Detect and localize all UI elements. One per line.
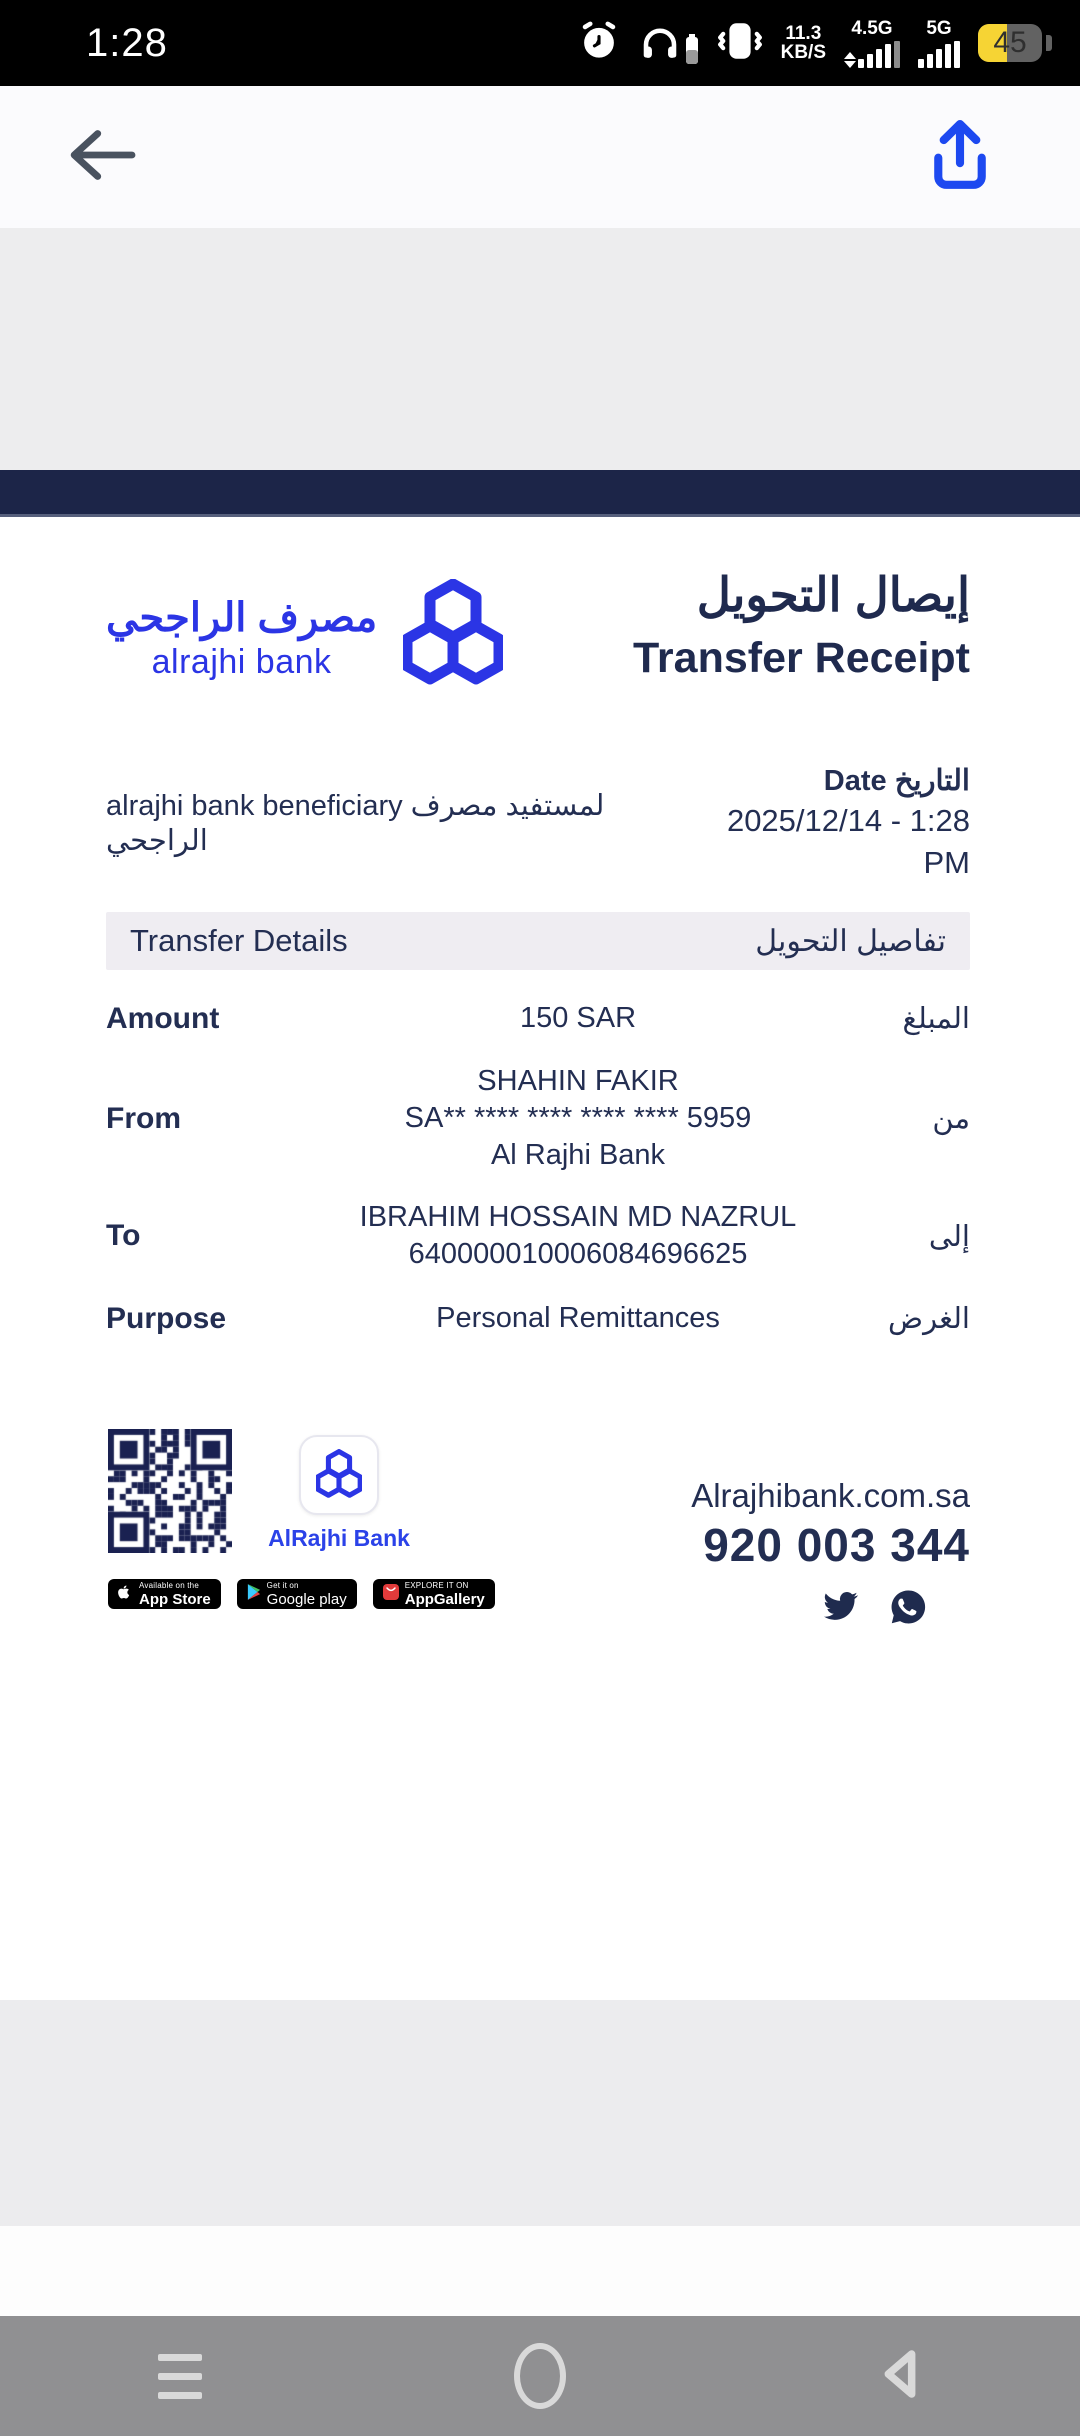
section-title-arabic: تفاصيل التحويل <box>755 924 946 958</box>
store-badges <box>108 1579 495 1609</box>
next-page-edge <box>0 2226 1080 2316</box>
headset-icon <box>638 22 699 64</box>
page-separator-gap <box>0 2000 1080 2226</box>
google-play-badge: Get it on Google play <box>237 1579 357 1609</box>
app-toolbar <box>0 86 1080 230</box>
alrajhi-app-icon <box>299 1435 379 1515</box>
share-upload-icon <box>927 117 993 198</box>
qr-code <box>108 1429 232 1553</box>
sender-bank: Al Rajhi Bank <box>490 1139 666 1171</box>
twitter-icon <box>822 1589 860 1630</box>
amount-row <box>106 970 970 1053</box>
status-icons <box>578 19 1052 68</box>
battery-icon: 45 <box>978 24 1042 62</box>
purpose-value: Personal Remittances <box>436 1302 720 1334</box>
to-label-arabic: إلى <box>928 1220 970 1253</box>
date-value: 2025/12/14 - 1:28 PM <box>726 803 970 880</box>
section-title-english: Transfer Details <box>130 923 348 958</box>
signal-sim1: 4.5G <box>844 19 900 68</box>
whatsapp-icon <box>890 1589 926 1630</box>
vibrate-icon <box>717 19 763 68</box>
receipt-title-arabic: إيصال التحويل <box>696 568 970 621</box>
purpose-label-arabic: الغرض <box>888 1303 970 1335</box>
app-icon-block <box>268 1435 410 1552</box>
sender-name: SHAHIN FAKIR <box>477 1065 679 1097</box>
back-button[interactable] <box>62 117 142 197</box>
from-label-arabic: من <box>932 1103 970 1135</box>
amount-value: 150 SAR <box>519 1002 637 1034</box>
back-arrow-icon <box>65 125 139 190</box>
to-value <box>356 1199 800 1273</box>
appgallery-badge: EXPLORE IT ON AppGallery <box>373 1579 495 1609</box>
bank-name-latin: alrajhi bank <box>151 642 332 681</box>
amount-label: Amount <box>106 1001 220 1035</box>
amount-label-arabic: المبلغ <box>902 1003 970 1035</box>
appgallery-icon <box>383 1584 399 1605</box>
app-store-badge: Available on the App Store <box>108 1579 221 1609</box>
bank-website: Alrajhibank.com.sa <box>691 1477 970 1514</box>
social-icons <box>691 1589 970 1630</box>
app-icon-label: AlRajhi Bank <box>268 1525 410 1551</box>
battery-nub <box>1046 35 1052 51</box>
alrajhi-palm-emblem-icon <box>403 579 503 696</box>
google-play-icon <box>247 1584 261 1605</box>
nav-back-button[interactable] <box>880 2348 920 2405</box>
purpose-row <box>106 1286 970 1350</box>
document-background-gap <box>0 228 1080 470</box>
share-button[interactable] <box>920 117 1000 197</box>
date-label: Date التاريخ <box>823 765 970 797</box>
alarm-icon <box>578 20 620 67</box>
transfer-details-header <box>106 912 970 970</box>
alrajhi-logo <box>106 579 503 696</box>
date-row <box>106 762 970 884</box>
to-row <box>106 1187 970 1286</box>
receipt-header <box>106 565 970 696</box>
sender-iban-masked: SA** **** **** **** **** 5959 <box>404 1102 752 1134</box>
clock-time: 1:28 <box>86 20 168 65</box>
apple-icon <box>118 1583 133 1606</box>
receipt-title-english: Transfer Receipt <box>633 634 970 682</box>
recipient-name: IBRAHIM HOSSAIN MD NAZRUL <box>359 1201 797 1233</box>
bank-name-arabic: مصرف الراجحي <box>106 595 378 640</box>
from-value <box>356 1063 800 1174</box>
from-row <box>106 1053 970 1187</box>
to-label: To <box>106 1219 141 1252</box>
network-speed: 11.3 KB/S <box>780 23 826 63</box>
home-button[interactable] <box>514 2343 566 2409</box>
recent-apps-button[interactable] <box>158 2354 202 2399</box>
signal-sim2: 5G <box>918 19 960 68</box>
android-navigation-bar <box>0 2316 1080 2436</box>
bank-phone-number: 920 003 344 <box>703 1519 970 1571</box>
beneficiary-note: alrajhi bank beneficiary لمستفيد مصرف الراجحي <box>106 790 605 857</box>
contact-block <box>691 1475 970 1630</box>
from-label: From <box>106 1101 181 1135</box>
transfer-receipt-page <box>0 517 1080 2000</box>
purpose-label: Purpose <box>106 1301 227 1335</box>
receipt-top-band <box>0 470 1080 517</box>
recipient-account-number: 640000010006084696625 <box>408 1238 748 1270</box>
status-bar <box>0 0 1080 86</box>
